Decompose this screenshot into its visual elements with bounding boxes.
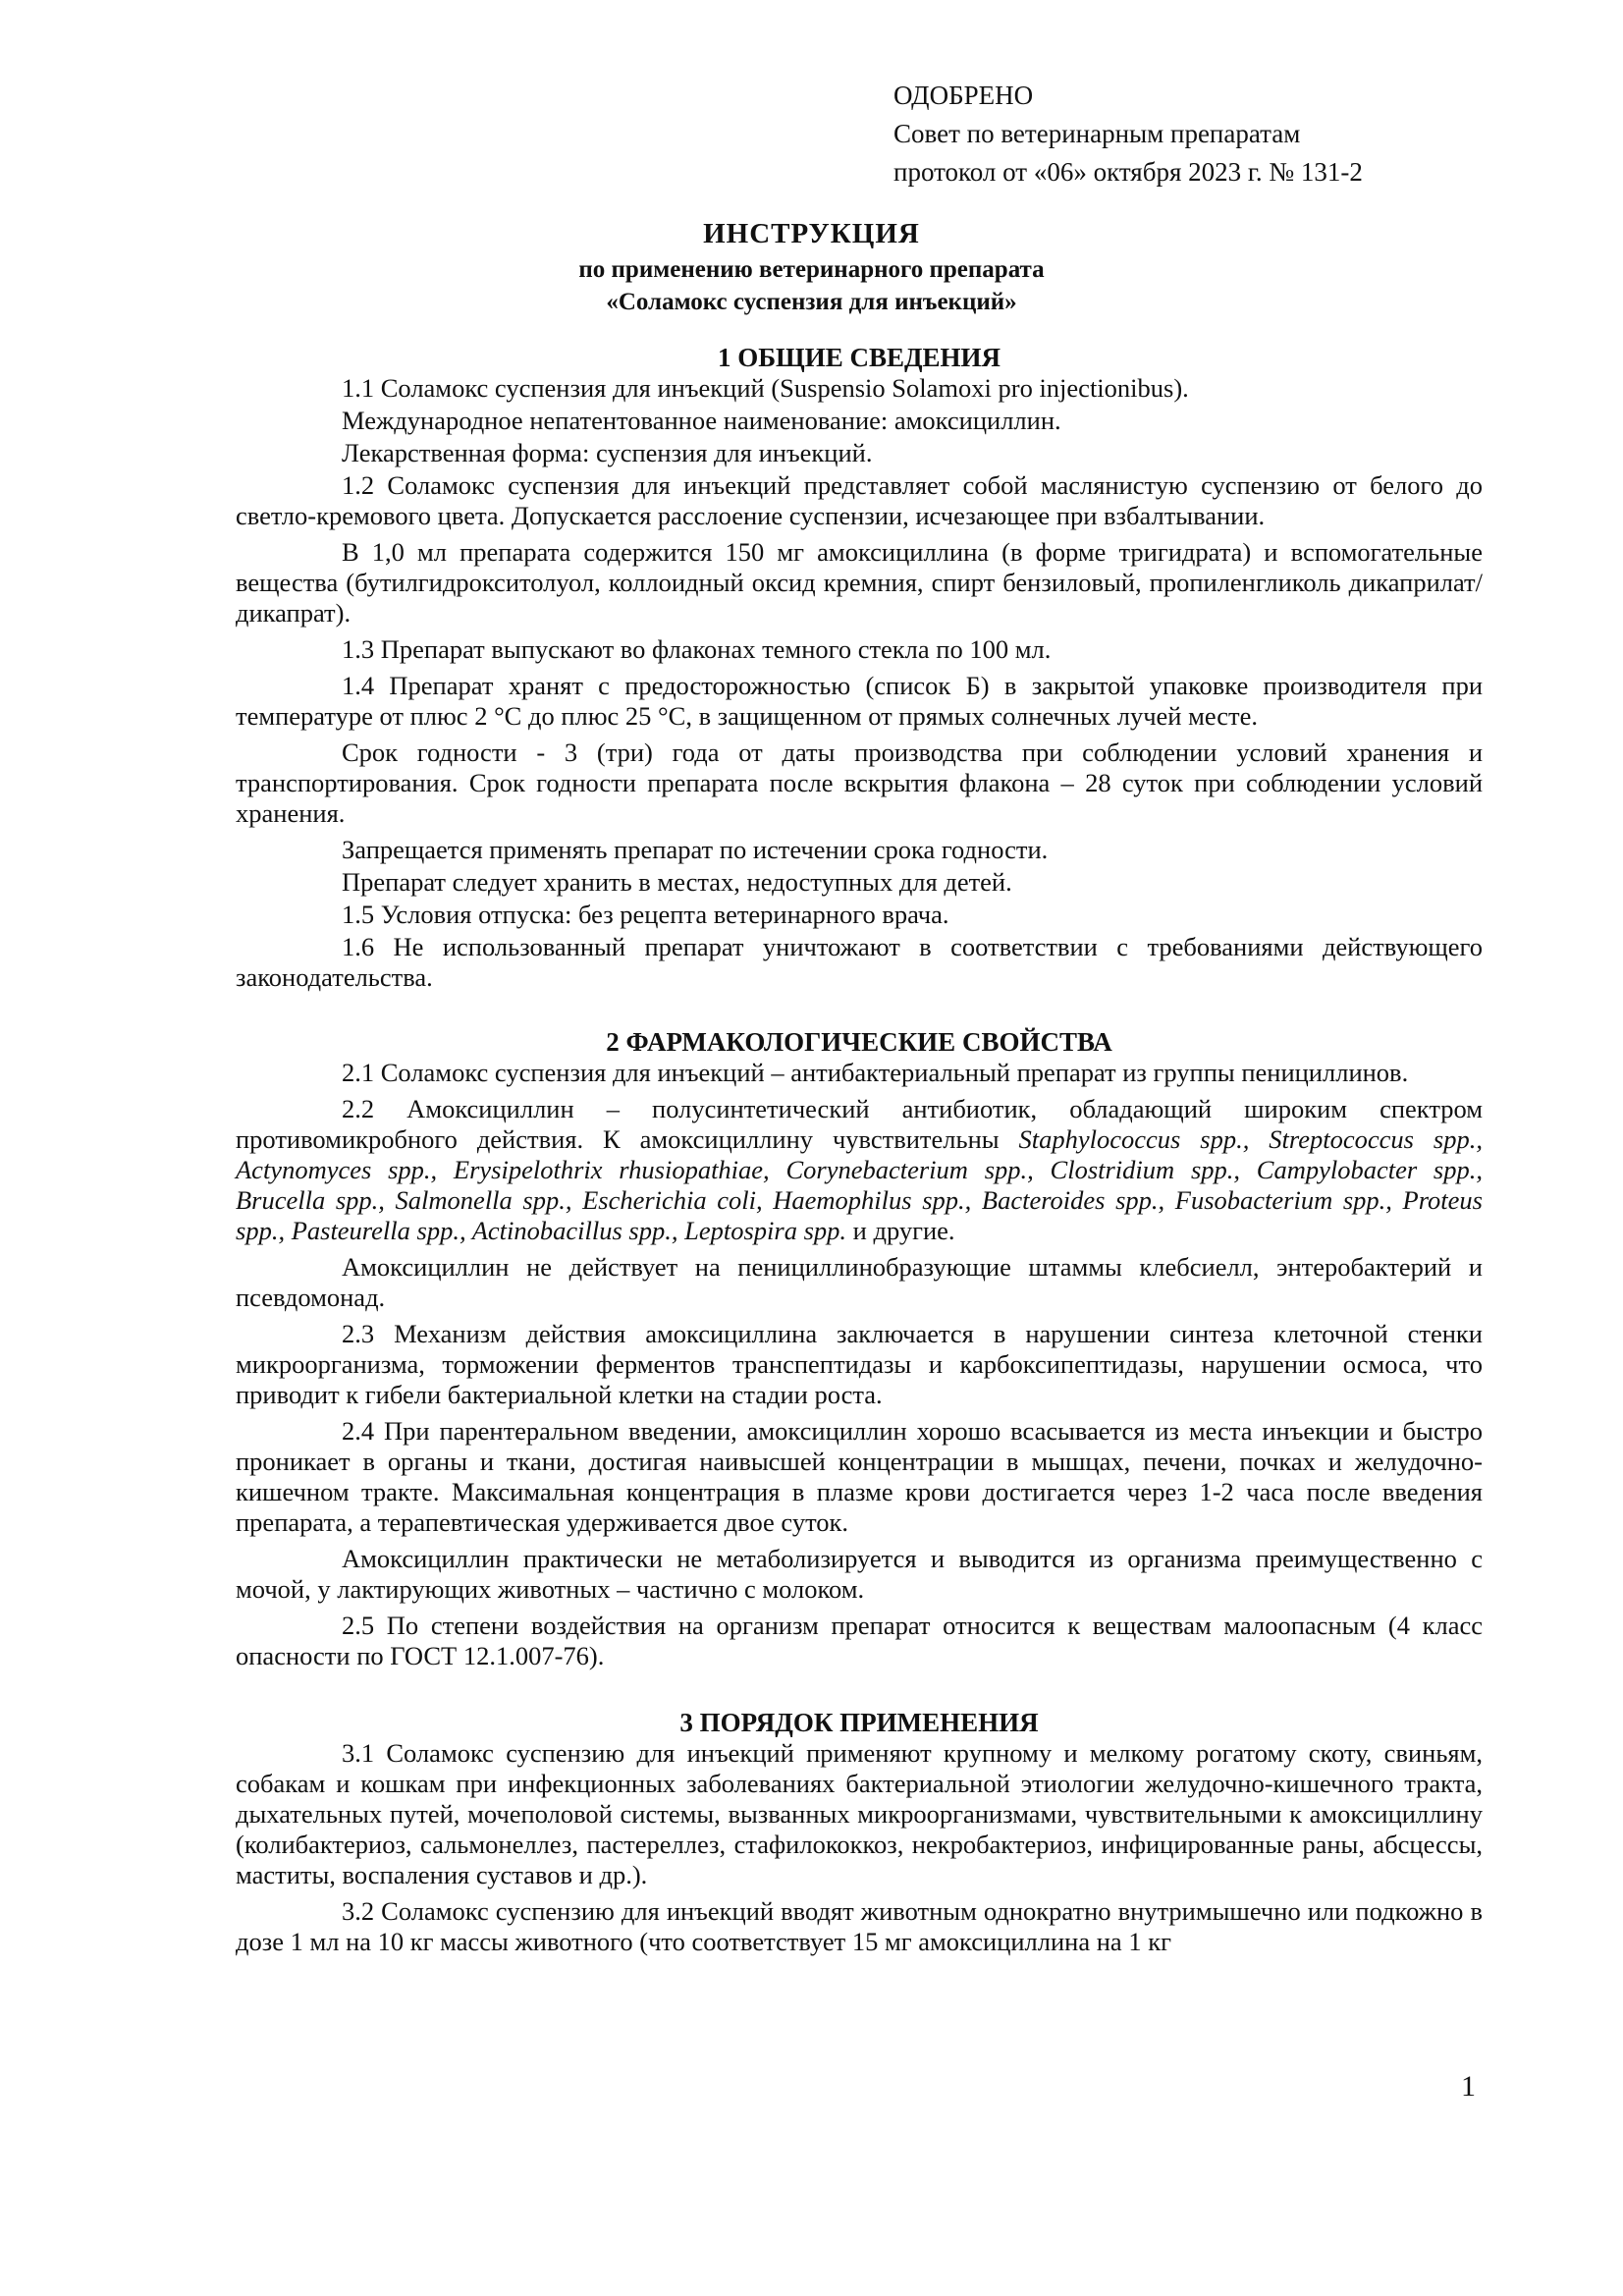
approval-line-1: ОДОБРЕНО: [893, 81, 1034, 110]
section-2-heading: 2 ФАРМАКОЛОГИЧЕСКИЕ СВОЙСТВА: [606, 1027, 1112, 1057]
paragraph-2-1: 2.1 Соламокс суспензия для инъекций – антибактериальный препарат из группы пенициллинов.: [342, 1058, 1409, 1087]
paragraph-1-4-storage: Препарат следует хранить в местах, недоступных для детей.: [342, 867, 1012, 897]
paragraph-2-4: 2.4 При парентеральном введении, амоксициллин хорошо всасывается из места инъекции и быстро проникает в органы и ткани, достигая наивысшей концентрации в мышцах, печени, почках и желудочно-кишечном тракте. Максимальная концентрация в плазме крови достигается через 1-2 часа после введения препарата, а терапевтическая удерживается двое суток.: [236, 1416, 1483, 1537]
approval-line-2: Совет по ветеринарным препаратам: [893, 119, 1301, 148]
title-subtitle-2: «Соламокс суспензия для инъекций»: [606, 289, 1017, 315]
section-3-heading: 3 ПОРЯДОК ПРИМЕНЕНИЯ: [679, 1708, 1039, 1737]
paragraph-2-3: 2.3 Механизм действия амоксициллина заключается в нарушении синтеза клеточной стенки микроорганизма, торможении ферментов транспептидазы и карбоксипептидазы, нарушении осмоса, что приводит к гибели бактериальной клетки на стадии роста.: [236, 1319, 1483, 1409]
paragraph-2-2: [236, 1094, 1483, 1246]
page-number: 1: [1461, 2070, 1476, 2103]
paragraph-2-2-resistance: Амоксициллин не действует на пенициллинобразующие штаммы клебсиелл, энтеробактерий и псевдомонад.: [236, 1252, 1483, 1312]
paragraph-1-2-composition: В 1,0 мл препарата содержится 150 мг амоксициллина (в форме тригидрата) и вспомогательные вещества (бутилгидрокситолуол, коллоидный оксид кремния, спирт бензиловый, пропиленгликоль дикаприлат/дикапрат).: [236, 537, 1483, 628]
paragraph-1-5: 1.5 Условия отпуска: без рецепта ветеринарного врача.: [342, 900, 949, 929]
paragraph-1-4: 1.4 Препарат хранят с предосторожностью (список Б) в закрытой упаковке производителя при температуре от плюс 2 °С до плюс 25 °С, в защищенном от прямых солнечных лучей месте.: [236, 671, 1483, 731]
paragraph-3-1: 3.1 Соламокс суспензию для инъекций применяют крупному и мелкому рогатому скоту, свиньям, собакам и кошкам при инфекционных заболеваниях бактериальной этиологии желудочно-кишечного тракта, дыхательных путей, мочеполовой системы, вызванных микроорганизмами, чувствительными к амоксициллину (колибактериоз, сальмонеллез, пастереллез, стафилококкоз, некробактериоз, инфицированные раны, абсцессы, маститы, воспаления суставов и др.).: [236, 1738, 1483, 1889]
paragraph-1-1: 1.1 Соламокс суспензия для инъекций (Suspensio Solamoxi pro injectionibus).: [342, 373, 1189, 403]
paragraph-1-4-prohibition: Запрещается применять препарат по истечении срока годности.: [342, 835, 1049, 864]
title-main: ИНСТРУКЦИЯ: [703, 218, 920, 249]
paragraph-2-4-excretion: Амоксициллин практически не метаболизируется и выводится из организма преимущественно с мочой, у лактирующих животных – частично с молоком.: [236, 1544, 1483, 1604]
paragraph-1-1-inn: Международное непатентованное наименование: амоксициллин.: [342, 406, 1061, 435]
section-1-heading: 1 ОБЩИЕ СВЕДЕНИЯ: [717, 343, 1001, 372]
title-subtitle-1: по применению ветеринарного препарата: [578, 256, 1045, 283]
paragraph-1-1-form: Лекарственная форма: суспензия для инъекций.: [342, 438, 873, 467]
paragraph-1-6: 1.6 Не использованный препарат уничтожают в соответствии с требованиями действующего законодательства.: [236, 932, 1483, 992]
paragraph-1-2: 1.2 Соламокс суспензия для инъекций представляет собой маслянистую суспензию от белого до светло-кремового цвета. Допускается расслоение суспензии, исчезающее при взбалтывании.: [236, 470, 1483, 530]
paragraph-2-5: 2.5 По степени воздействия на организм препарат относится к веществам малоопасным (4 класс опасности по ГОСТ 12.1.007-76).: [236, 1611, 1483, 1670]
approval-stamp: [893, 77, 1363, 191]
paragraph-1-4-shelf-life: Срок годности - 3 (три) года от даты производства при соблюдении условий хранения и транспортирования. Срок годности препарата после вскрытия флакона – 28 суток при соблюдении условий хранения.: [236, 738, 1483, 828]
document-title: [0, 214, 1623, 318]
paragraph-2-2-species: Staphylococcus spp., Streptococcus spp., Actynomyces spp., Erysipelothrix rhusiopathiae, Corynebacterium spp., Clostridium spp., Campylobacter spp., Brucella spp., Salmonella spp., Escherichia coli, Haemophilus spp., Bacteroides spp., Fusobacterium spp., Proteus spp., Pasteurella spp., Actinobacillus spp., Leptospira spp.: [236, 1124, 1483, 1245]
paragraph-2-2-start: 2.2 Амоксициллин – полусинтетический антибиотик, обладающий широким спектром противомикробного действия. К амоксициллину чувствительны: [236, 1094, 1483, 1154]
paragraph-3-2: 3.2 Соламокс суспензию для инъекций вводят животным однократно внутримышечно или подкожно в дозе 1 мл на 10 кг массы животного (что соответствует 15 мг амоксициллина на 1 кг: [236, 1896, 1483, 1956]
approval-line-3: протокол от «06» октября 2023 г. № 131-2: [893, 157, 1363, 187]
paragraph-2-2-end: и другие.: [846, 1216, 955, 1245]
paragraph-1-3: 1.3 Препарат выпускают во флаконах темного стекла по 100 мл.: [342, 634, 1052, 664]
document-body: [236, 342, 1483, 1963]
